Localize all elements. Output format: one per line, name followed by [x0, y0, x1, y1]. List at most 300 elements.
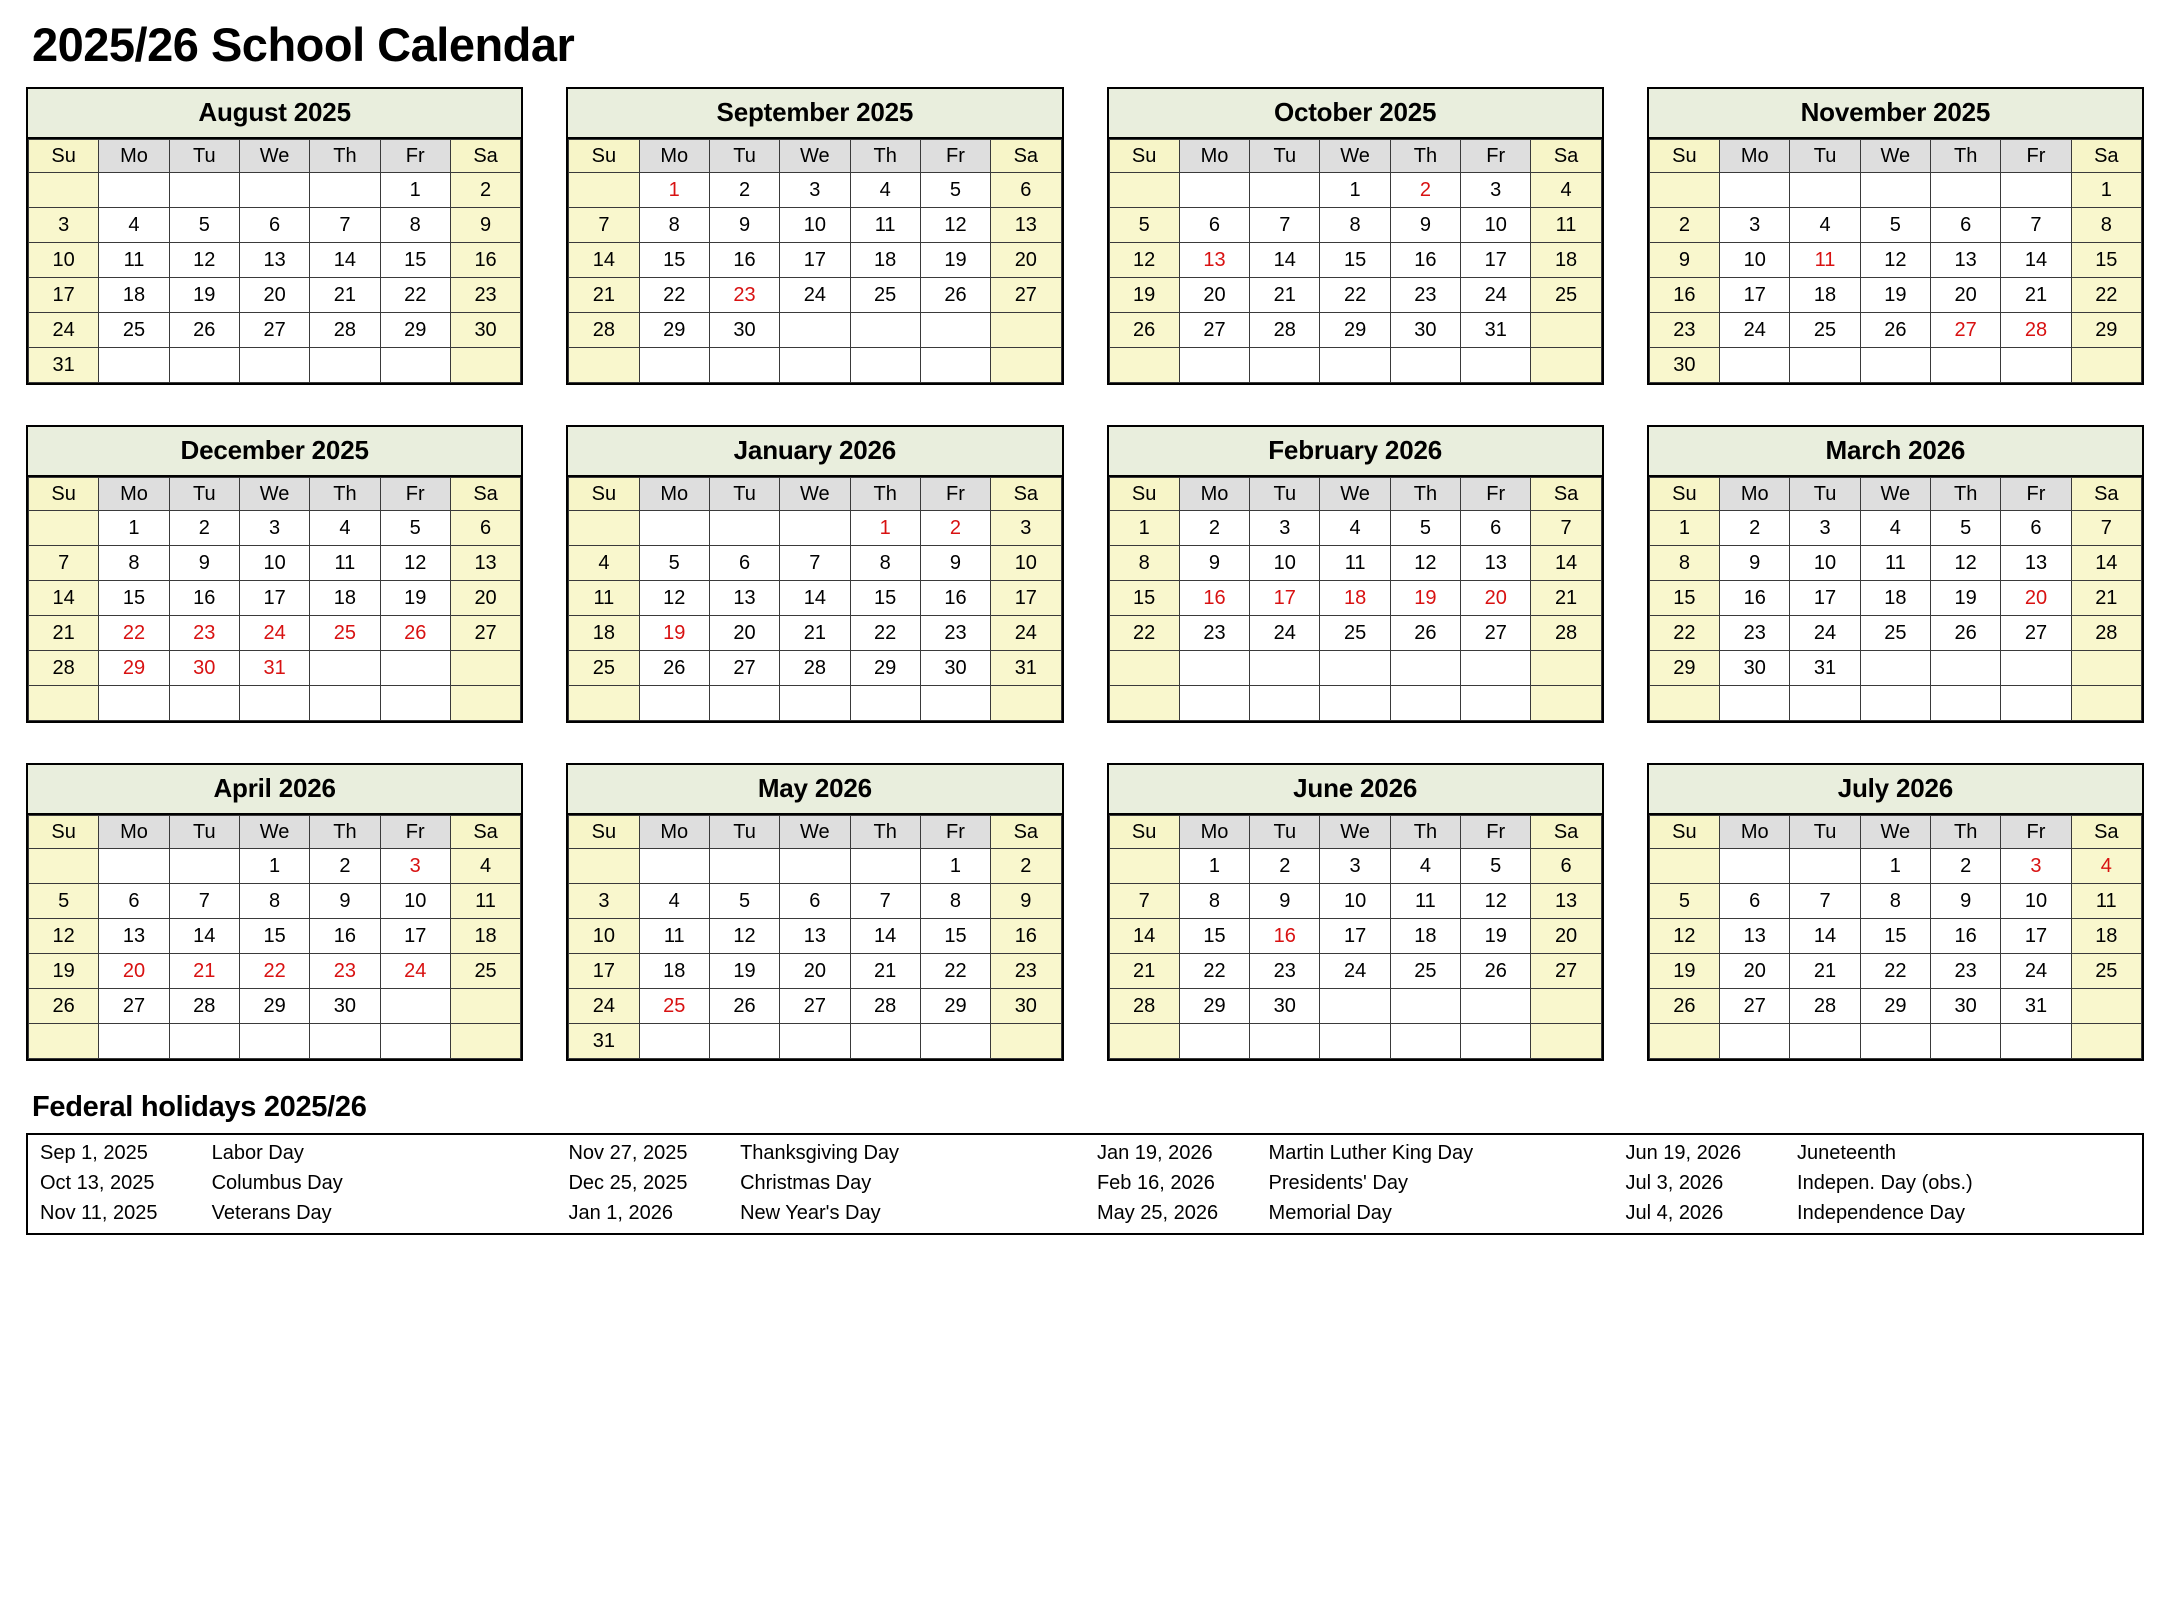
day-cell[interactable]: 6 — [450, 511, 520, 546]
day-cell[interactable]: 19 — [1109, 278, 1179, 313]
empty-day-cell[interactable] — [2001, 173, 2071, 208]
empty-day-cell[interactable] — [1720, 686, 1790, 721]
day-cell[interactable]: 6 — [1461, 511, 1531, 546]
day-cell[interactable]: 30 — [169, 651, 239, 686]
day-cell[interactable]: 22 — [850, 616, 920, 651]
empty-day-cell[interactable] — [991, 313, 1061, 348]
empty-day-cell[interactable] — [169, 173, 239, 208]
day-cell[interactable]: 12 — [1860, 243, 1930, 278]
day-cell[interactable]: 11 — [310, 546, 380, 581]
day-cell[interactable]: 24 — [1320, 954, 1390, 989]
day-cell[interactable]: 7 — [850, 884, 920, 919]
empty-day-cell[interactable] — [780, 348, 850, 383]
day-cell[interactable]: 16 — [1179, 581, 1249, 616]
day-cell[interactable]: 11 — [569, 581, 639, 616]
day-cell[interactable]: 26 — [1461, 954, 1531, 989]
day-cell[interactable]: 31 — [991, 651, 1061, 686]
empty-day-cell[interactable] — [1320, 348, 1390, 383]
empty-day-cell[interactable] — [780, 686, 850, 721]
day-cell[interactable]: 17 — [380, 919, 450, 954]
day-cell[interactable]: 30 — [450, 313, 520, 348]
empty-day-cell[interactable] — [1790, 1024, 1860, 1059]
day-cell[interactable]: 9 — [1390, 208, 1460, 243]
day-cell[interactable]: 14 — [29, 581, 99, 616]
empty-day-cell[interactable] — [709, 511, 779, 546]
day-cell[interactable]: 23 — [450, 278, 520, 313]
day-cell[interactable]: 19 — [709, 954, 779, 989]
empty-day-cell[interactable] — [1931, 348, 2001, 383]
day-cell[interactable]: 8 — [1109, 546, 1179, 581]
empty-day-cell[interactable] — [450, 989, 520, 1024]
empty-day-cell[interactable] — [639, 849, 709, 884]
day-cell[interactable]: 13 — [991, 208, 1061, 243]
empty-day-cell[interactable] — [239, 173, 309, 208]
day-cell[interactable]: 2 — [991, 849, 1061, 884]
day-cell[interactable]: 2 — [1931, 849, 2001, 884]
empty-day-cell[interactable] — [450, 686, 520, 721]
empty-day-cell[interactable] — [991, 686, 1061, 721]
day-cell[interactable]: 10 — [380, 884, 450, 919]
day-cell[interactable]: 8 — [380, 208, 450, 243]
day-cell[interactable]: 7 — [569, 208, 639, 243]
empty-day-cell[interactable] — [1931, 1024, 2001, 1059]
day-cell[interactable]: 20 — [450, 581, 520, 616]
day-cell[interactable]: 12 — [639, 581, 709, 616]
day-cell[interactable]: 30 — [1720, 651, 1790, 686]
day-cell[interactable]: 28 — [29, 651, 99, 686]
empty-day-cell[interactable] — [1320, 989, 1390, 1024]
day-cell[interactable]: 3 — [2001, 849, 2071, 884]
day-cell[interactable]: 7 — [1531, 511, 1601, 546]
day-cell[interactable]: 23 — [310, 954, 380, 989]
day-cell[interactable]: 18 — [99, 278, 169, 313]
empty-day-cell[interactable] — [1860, 173, 1930, 208]
day-cell[interactable]: 26 — [1390, 616, 1460, 651]
empty-day-cell[interactable] — [709, 348, 779, 383]
day-cell[interactable]: 23 — [1390, 278, 1460, 313]
day-cell[interactable]: 29 — [380, 313, 450, 348]
day-cell[interactable]: 15 — [1649, 581, 1719, 616]
empty-day-cell[interactable] — [2071, 1024, 2141, 1059]
day-cell[interactable]: 13 — [1531, 884, 1601, 919]
day-cell[interactable]: 29 — [1320, 313, 1390, 348]
day-cell[interactable]: 16 — [169, 581, 239, 616]
day-cell[interactable]: 21 — [1531, 581, 1601, 616]
empty-day-cell[interactable] — [239, 686, 309, 721]
empty-day-cell[interactable] — [99, 1024, 169, 1059]
day-cell[interactable]: 21 — [1250, 278, 1320, 313]
day-cell[interactable]: 19 — [1649, 954, 1719, 989]
empty-day-cell[interactable] — [310, 173, 380, 208]
empty-day-cell[interactable] — [380, 686, 450, 721]
day-cell[interactable]: 13 — [239, 243, 309, 278]
day-cell[interactable]: 14 — [2001, 243, 2071, 278]
empty-day-cell[interactable] — [1860, 651, 1930, 686]
day-cell[interactable]: 24 — [780, 278, 850, 313]
day-cell[interactable]: 6 — [2001, 511, 2071, 546]
day-cell[interactable]: 26 — [169, 313, 239, 348]
day-cell[interactable]: 9 — [991, 884, 1061, 919]
day-cell[interactable]: 27 — [450, 616, 520, 651]
day-cell[interactable]: 6 — [709, 546, 779, 581]
day-cell[interactable]: 3 — [780, 173, 850, 208]
day-cell[interactable]: 20 — [709, 616, 779, 651]
day-cell[interactable]: 24 — [569, 989, 639, 1024]
day-cell[interactable]: 9 — [920, 546, 990, 581]
day-cell[interactable]: 22 — [239, 954, 309, 989]
empty-day-cell[interactable] — [1390, 651, 1460, 686]
day-cell[interactable]: 19 — [639, 616, 709, 651]
empty-day-cell[interactable] — [2071, 989, 2141, 1024]
day-cell[interactable]: 25 — [450, 954, 520, 989]
day-cell[interactable]: 7 — [1790, 884, 1860, 919]
day-cell[interactable]: 15 — [239, 919, 309, 954]
empty-day-cell[interactable] — [569, 849, 639, 884]
day-cell[interactable]: 23 — [1931, 954, 2001, 989]
empty-day-cell[interactable] — [1179, 651, 1249, 686]
day-cell[interactable]: 4 — [1531, 173, 1601, 208]
day-cell[interactable]: 2 — [1649, 208, 1719, 243]
day-cell[interactable]: 2 — [1250, 849, 1320, 884]
day-cell[interactable]: 12 — [1461, 884, 1531, 919]
empty-day-cell[interactable] — [1461, 1024, 1531, 1059]
day-cell[interactable]: 11 — [639, 919, 709, 954]
day-cell[interactable]: 6 — [99, 884, 169, 919]
day-cell[interactable]: 5 — [169, 208, 239, 243]
day-cell[interactable]: 2 — [920, 511, 990, 546]
day-cell[interactable]: 2 — [1720, 511, 1790, 546]
empty-day-cell[interactable] — [1109, 651, 1179, 686]
day-cell[interactable]: 9 — [1649, 243, 1719, 278]
empty-day-cell[interactable] — [29, 173, 99, 208]
day-cell[interactable]: 1 — [1649, 511, 1719, 546]
empty-day-cell[interactable] — [1179, 1024, 1249, 1059]
day-cell[interactable]: 15 — [99, 581, 169, 616]
empty-day-cell[interactable] — [1531, 313, 1601, 348]
day-cell[interactable]: 17 — [1790, 581, 1860, 616]
day-cell[interactable]: 16 — [1250, 919, 1320, 954]
day-cell[interactable]: 1 — [380, 173, 450, 208]
day-cell[interactable]: 4 — [639, 884, 709, 919]
day-cell[interactable]: 19 — [1860, 278, 1930, 313]
empty-day-cell[interactable] — [1250, 651, 1320, 686]
empty-day-cell[interactable] — [2071, 651, 2141, 686]
day-cell[interactable]: 17 — [1461, 243, 1531, 278]
day-cell[interactable]: 10 — [29, 243, 99, 278]
day-cell[interactable]: 15 — [639, 243, 709, 278]
empty-day-cell[interactable] — [1649, 686, 1719, 721]
empty-day-cell[interactable] — [1109, 849, 1179, 884]
empty-day-cell[interactable] — [1109, 348, 1179, 383]
day-cell[interactable]: 6 — [1931, 208, 2001, 243]
day-cell[interactable]: 17 — [1250, 581, 1320, 616]
day-cell[interactable]: 2 — [169, 511, 239, 546]
day-cell[interactable]: 12 — [169, 243, 239, 278]
day-cell[interactable]: 8 — [850, 546, 920, 581]
day-cell[interactable]: 14 — [1531, 546, 1601, 581]
empty-day-cell[interactable] — [709, 1024, 779, 1059]
day-cell[interactable]: 17 — [1320, 919, 1390, 954]
day-cell[interactable]: 16 — [1649, 278, 1719, 313]
day-cell[interactable]: 9 — [1250, 884, 1320, 919]
empty-day-cell[interactable] — [2071, 686, 2141, 721]
day-cell[interactable]: 1 — [1179, 849, 1249, 884]
empty-day-cell[interactable] — [920, 348, 990, 383]
empty-day-cell[interactable] — [569, 173, 639, 208]
empty-day-cell[interactable] — [1250, 686, 1320, 721]
day-cell[interactable]: 21 — [29, 616, 99, 651]
day-cell[interactable]: 1 — [2071, 173, 2141, 208]
day-cell[interactable]: 23 — [169, 616, 239, 651]
day-cell[interactable]: 3 — [569, 884, 639, 919]
day-cell[interactable]: 21 — [2001, 278, 2071, 313]
day-cell[interactable]: 26 — [920, 278, 990, 313]
day-cell[interactable]: 11 — [850, 208, 920, 243]
day-cell[interactable]: 31 — [1790, 651, 1860, 686]
day-cell[interactable]: 5 — [1649, 884, 1719, 919]
day-cell[interactable]: 9 — [169, 546, 239, 581]
empty-day-cell[interactable] — [1179, 348, 1249, 383]
empty-day-cell[interactable] — [920, 686, 990, 721]
day-cell[interactable]: 21 — [569, 278, 639, 313]
empty-day-cell[interactable] — [1179, 686, 1249, 721]
day-cell[interactable]: 20 — [991, 243, 1061, 278]
day-cell[interactable]: 4 — [2071, 849, 2141, 884]
day-cell[interactable]: 7 — [780, 546, 850, 581]
day-cell[interactable]: 24 — [1790, 616, 1860, 651]
day-cell[interactable]: 3 — [1250, 511, 1320, 546]
day-cell[interactable]: 16 — [991, 919, 1061, 954]
day-cell[interactable]: 8 — [639, 208, 709, 243]
day-cell[interactable]: 11 — [1790, 243, 1860, 278]
empty-day-cell[interactable] — [310, 686, 380, 721]
day-cell[interactable]: 8 — [1860, 884, 1930, 919]
day-cell[interactable]: 10 — [2001, 884, 2071, 919]
empty-day-cell[interactable] — [920, 1024, 990, 1059]
day-cell[interactable]: 18 — [310, 581, 380, 616]
day-cell[interactable]: 28 — [1790, 989, 1860, 1024]
day-cell[interactable]: 25 — [1531, 278, 1601, 313]
empty-day-cell[interactable] — [1790, 173, 1860, 208]
day-cell[interactable]: 1 — [239, 849, 309, 884]
day-cell[interactable]: 22 — [1109, 616, 1179, 651]
day-cell[interactable]: 31 — [569, 1024, 639, 1059]
day-cell[interactable]: 13 — [99, 919, 169, 954]
day-cell[interactable]: 13 — [1720, 919, 1790, 954]
day-cell[interactable]: 13 — [1179, 243, 1249, 278]
day-cell[interactable]: 12 — [1109, 243, 1179, 278]
day-cell[interactable]: 23 — [920, 616, 990, 651]
day-cell[interactable]: 27 — [709, 651, 779, 686]
empty-day-cell[interactable] — [1860, 686, 1930, 721]
day-cell[interactable]: 25 — [1790, 313, 1860, 348]
day-cell[interactable]: 5 — [1461, 849, 1531, 884]
day-cell[interactable]: 27 — [1461, 616, 1531, 651]
empty-day-cell[interactable] — [1790, 686, 1860, 721]
empty-day-cell[interactable] — [639, 1024, 709, 1059]
empty-day-cell[interactable] — [29, 511, 99, 546]
day-cell[interactable]: 17 — [780, 243, 850, 278]
empty-day-cell[interactable] — [1720, 849, 1790, 884]
day-cell[interactable]: 24 — [1461, 278, 1531, 313]
day-cell[interactable]: 25 — [2071, 954, 2141, 989]
empty-day-cell[interactable] — [1461, 686, 1531, 721]
day-cell[interactable]: 28 — [1531, 616, 1601, 651]
day-cell[interactable]: 8 — [99, 546, 169, 581]
empty-day-cell[interactable] — [1649, 1024, 1719, 1059]
day-cell[interactable]: 27 — [1531, 954, 1601, 989]
day-cell[interactable]: 15 — [380, 243, 450, 278]
day-cell[interactable]: 30 — [1250, 989, 1320, 1024]
empty-day-cell[interactable] — [1531, 1024, 1601, 1059]
day-cell[interactable]: 28 — [1250, 313, 1320, 348]
day-cell[interactable]: 2 — [1179, 511, 1249, 546]
day-cell[interactable]: 3 — [1720, 208, 1790, 243]
day-cell[interactable]: 24 — [239, 616, 309, 651]
day-cell[interactable]: 18 — [1320, 581, 1390, 616]
day-cell[interactable]: 2 — [310, 849, 380, 884]
empty-day-cell[interactable] — [450, 1024, 520, 1059]
day-cell[interactable]: 19 — [380, 581, 450, 616]
day-cell[interactable]: 27 — [780, 989, 850, 1024]
day-cell[interactable]: 4 — [1860, 511, 1930, 546]
day-cell[interactable]: 21 — [780, 616, 850, 651]
day-cell[interactable]: 3 — [1461, 173, 1531, 208]
empty-day-cell[interactable] — [1461, 651, 1531, 686]
empty-day-cell[interactable] — [99, 173, 169, 208]
day-cell[interactable]: 10 — [239, 546, 309, 581]
empty-day-cell[interactable] — [2001, 651, 2071, 686]
empty-day-cell[interactable] — [780, 1024, 850, 1059]
empty-day-cell[interactable] — [2001, 686, 2071, 721]
day-cell[interactable]: 18 — [850, 243, 920, 278]
day-cell[interactable]: 9 — [1720, 546, 1790, 581]
day-cell[interactable]: 17 — [1720, 278, 1790, 313]
empty-day-cell[interactable] — [569, 348, 639, 383]
day-cell[interactable]: 17 — [2001, 919, 2071, 954]
day-cell[interactable]: 16 — [709, 243, 779, 278]
day-cell[interactable]: 7 — [2071, 511, 2141, 546]
day-cell[interactable]: 25 — [1860, 616, 1930, 651]
day-cell[interactable]: 20 — [239, 278, 309, 313]
empty-day-cell[interactable] — [2071, 348, 2141, 383]
day-cell[interactable]: 3 — [380, 849, 450, 884]
day-cell[interactable]: 28 — [2071, 616, 2141, 651]
empty-day-cell[interactable] — [2001, 1024, 2071, 1059]
day-cell[interactable]: 24 — [1250, 616, 1320, 651]
day-cell[interactable]: 24 — [29, 313, 99, 348]
day-cell[interactable]: 17 — [569, 954, 639, 989]
empty-day-cell[interactable] — [1649, 849, 1719, 884]
day-cell[interactable]: 25 — [1390, 954, 1460, 989]
day-cell[interactable]: 16 — [920, 581, 990, 616]
day-cell[interactable]: 10 — [1720, 243, 1790, 278]
day-cell[interactable]: 22 — [99, 616, 169, 651]
day-cell[interactable]: 16 — [1390, 243, 1460, 278]
day-cell[interactable]: 9 — [450, 208, 520, 243]
empty-day-cell[interactable] — [2001, 348, 2071, 383]
day-cell[interactable]: 8 — [1179, 884, 1249, 919]
day-cell[interactable]: 22 — [639, 278, 709, 313]
empty-day-cell[interactable] — [780, 511, 850, 546]
empty-day-cell[interactable] — [1461, 348, 1531, 383]
empty-day-cell[interactable] — [1320, 1024, 1390, 1059]
day-cell[interactable]: 10 — [1320, 884, 1390, 919]
empty-day-cell[interactable] — [850, 1024, 920, 1059]
day-cell[interactable]: 20 — [2001, 581, 2071, 616]
day-cell[interactable]: 5 — [920, 173, 990, 208]
day-cell[interactable]: 15 — [850, 581, 920, 616]
day-cell[interactable]: 17 — [991, 581, 1061, 616]
day-cell[interactable]: 3 — [29, 208, 99, 243]
day-cell[interactable]: 11 — [1860, 546, 1930, 581]
empty-day-cell[interactable] — [1390, 989, 1460, 1024]
day-cell[interactable]: 19 — [1461, 919, 1531, 954]
day-cell[interactable]: 25 — [850, 278, 920, 313]
day-cell[interactable]: 22 — [920, 954, 990, 989]
day-cell[interactable]: 25 — [1320, 616, 1390, 651]
day-cell[interactable]: 28 — [310, 313, 380, 348]
day-cell[interactable]: 10 — [991, 546, 1061, 581]
day-cell[interactable]: 22 — [1860, 954, 1930, 989]
day-cell[interactable]: 1 — [1109, 511, 1179, 546]
day-cell[interactable]: 8 — [2071, 208, 2141, 243]
empty-day-cell[interactable] — [380, 989, 450, 1024]
day-cell[interactable]: 26 — [1649, 989, 1719, 1024]
empty-day-cell[interactable] — [1531, 348, 1601, 383]
day-cell[interactable]: 1 — [1320, 173, 1390, 208]
day-cell[interactable]: 11 — [1390, 884, 1460, 919]
day-cell[interactable]: 29 — [99, 651, 169, 686]
day-cell[interactable]: 26 — [1109, 313, 1179, 348]
day-cell[interactable]: 14 — [850, 919, 920, 954]
empty-day-cell[interactable] — [239, 348, 309, 383]
day-cell[interactable]: 3 — [991, 511, 1061, 546]
day-cell[interactable]: 28 — [850, 989, 920, 1024]
day-cell[interactable]: 18 — [1790, 278, 1860, 313]
empty-day-cell[interactable] — [1109, 686, 1179, 721]
day-cell[interactable]: 27 — [99, 989, 169, 1024]
empty-day-cell[interactable] — [780, 849, 850, 884]
day-cell[interactable]: 26 — [1860, 313, 1930, 348]
empty-day-cell[interactable] — [310, 651, 380, 686]
day-cell[interactable]: 12 — [1931, 546, 2001, 581]
day-cell[interactable]: 27 — [1720, 989, 1790, 1024]
day-cell[interactable]: 9 — [1931, 884, 2001, 919]
empty-day-cell[interactable] — [1720, 1024, 1790, 1059]
day-cell[interactable]: 30 — [991, 989, 1061, 1024]
empty-day-cell[interactable] — [1179, 173, 1249, 208]
day-cell[interactable]: 5 — [1931, 511, 2001, 546]
day-cell[interactable]: 21 — [1790, 954, 1860, 989]
day-cell[interactable]: 18 — [639, 954, 709, 989]
day-cell[interactable]: 20 — [1531, 919, 1601, 954]
day-cell[interactable]: 10 — [780, 208, 850, 243]
empty-day-cell[interactable] — [1250, 1024, 1320, 1059]
day-cell[interactable]: 21 — [169, 954, 239, 989]
day-cell[interactable]: 13 — [2001, 546, 2071, 581]
day-cell[interactable]: 9 — [1179, 546, 1249, 581]
empty-day-cell[interactable] — [1390, 1024, 1460, 1059]
empty-day-cell[interactable] — [850, 849, 920, 884]
empty-day-cell[interactable] — [780, 313, 850, 348]
day-cell[interactable]: 9 — [709, 208, 779, 243]
day-cell[interactable]: 8 — [1649, 546, 1719, 581]
empty-day-cell[interactable] — [169, 686, 239, 721]
day-cell[interactable]: 29 — [920, 989, 990, 1024]
empty-day-cell[interactable] — [99, 348, 169, 383]
day-cell[interactable]: 23 — [1649, 313, 1719, 348]
